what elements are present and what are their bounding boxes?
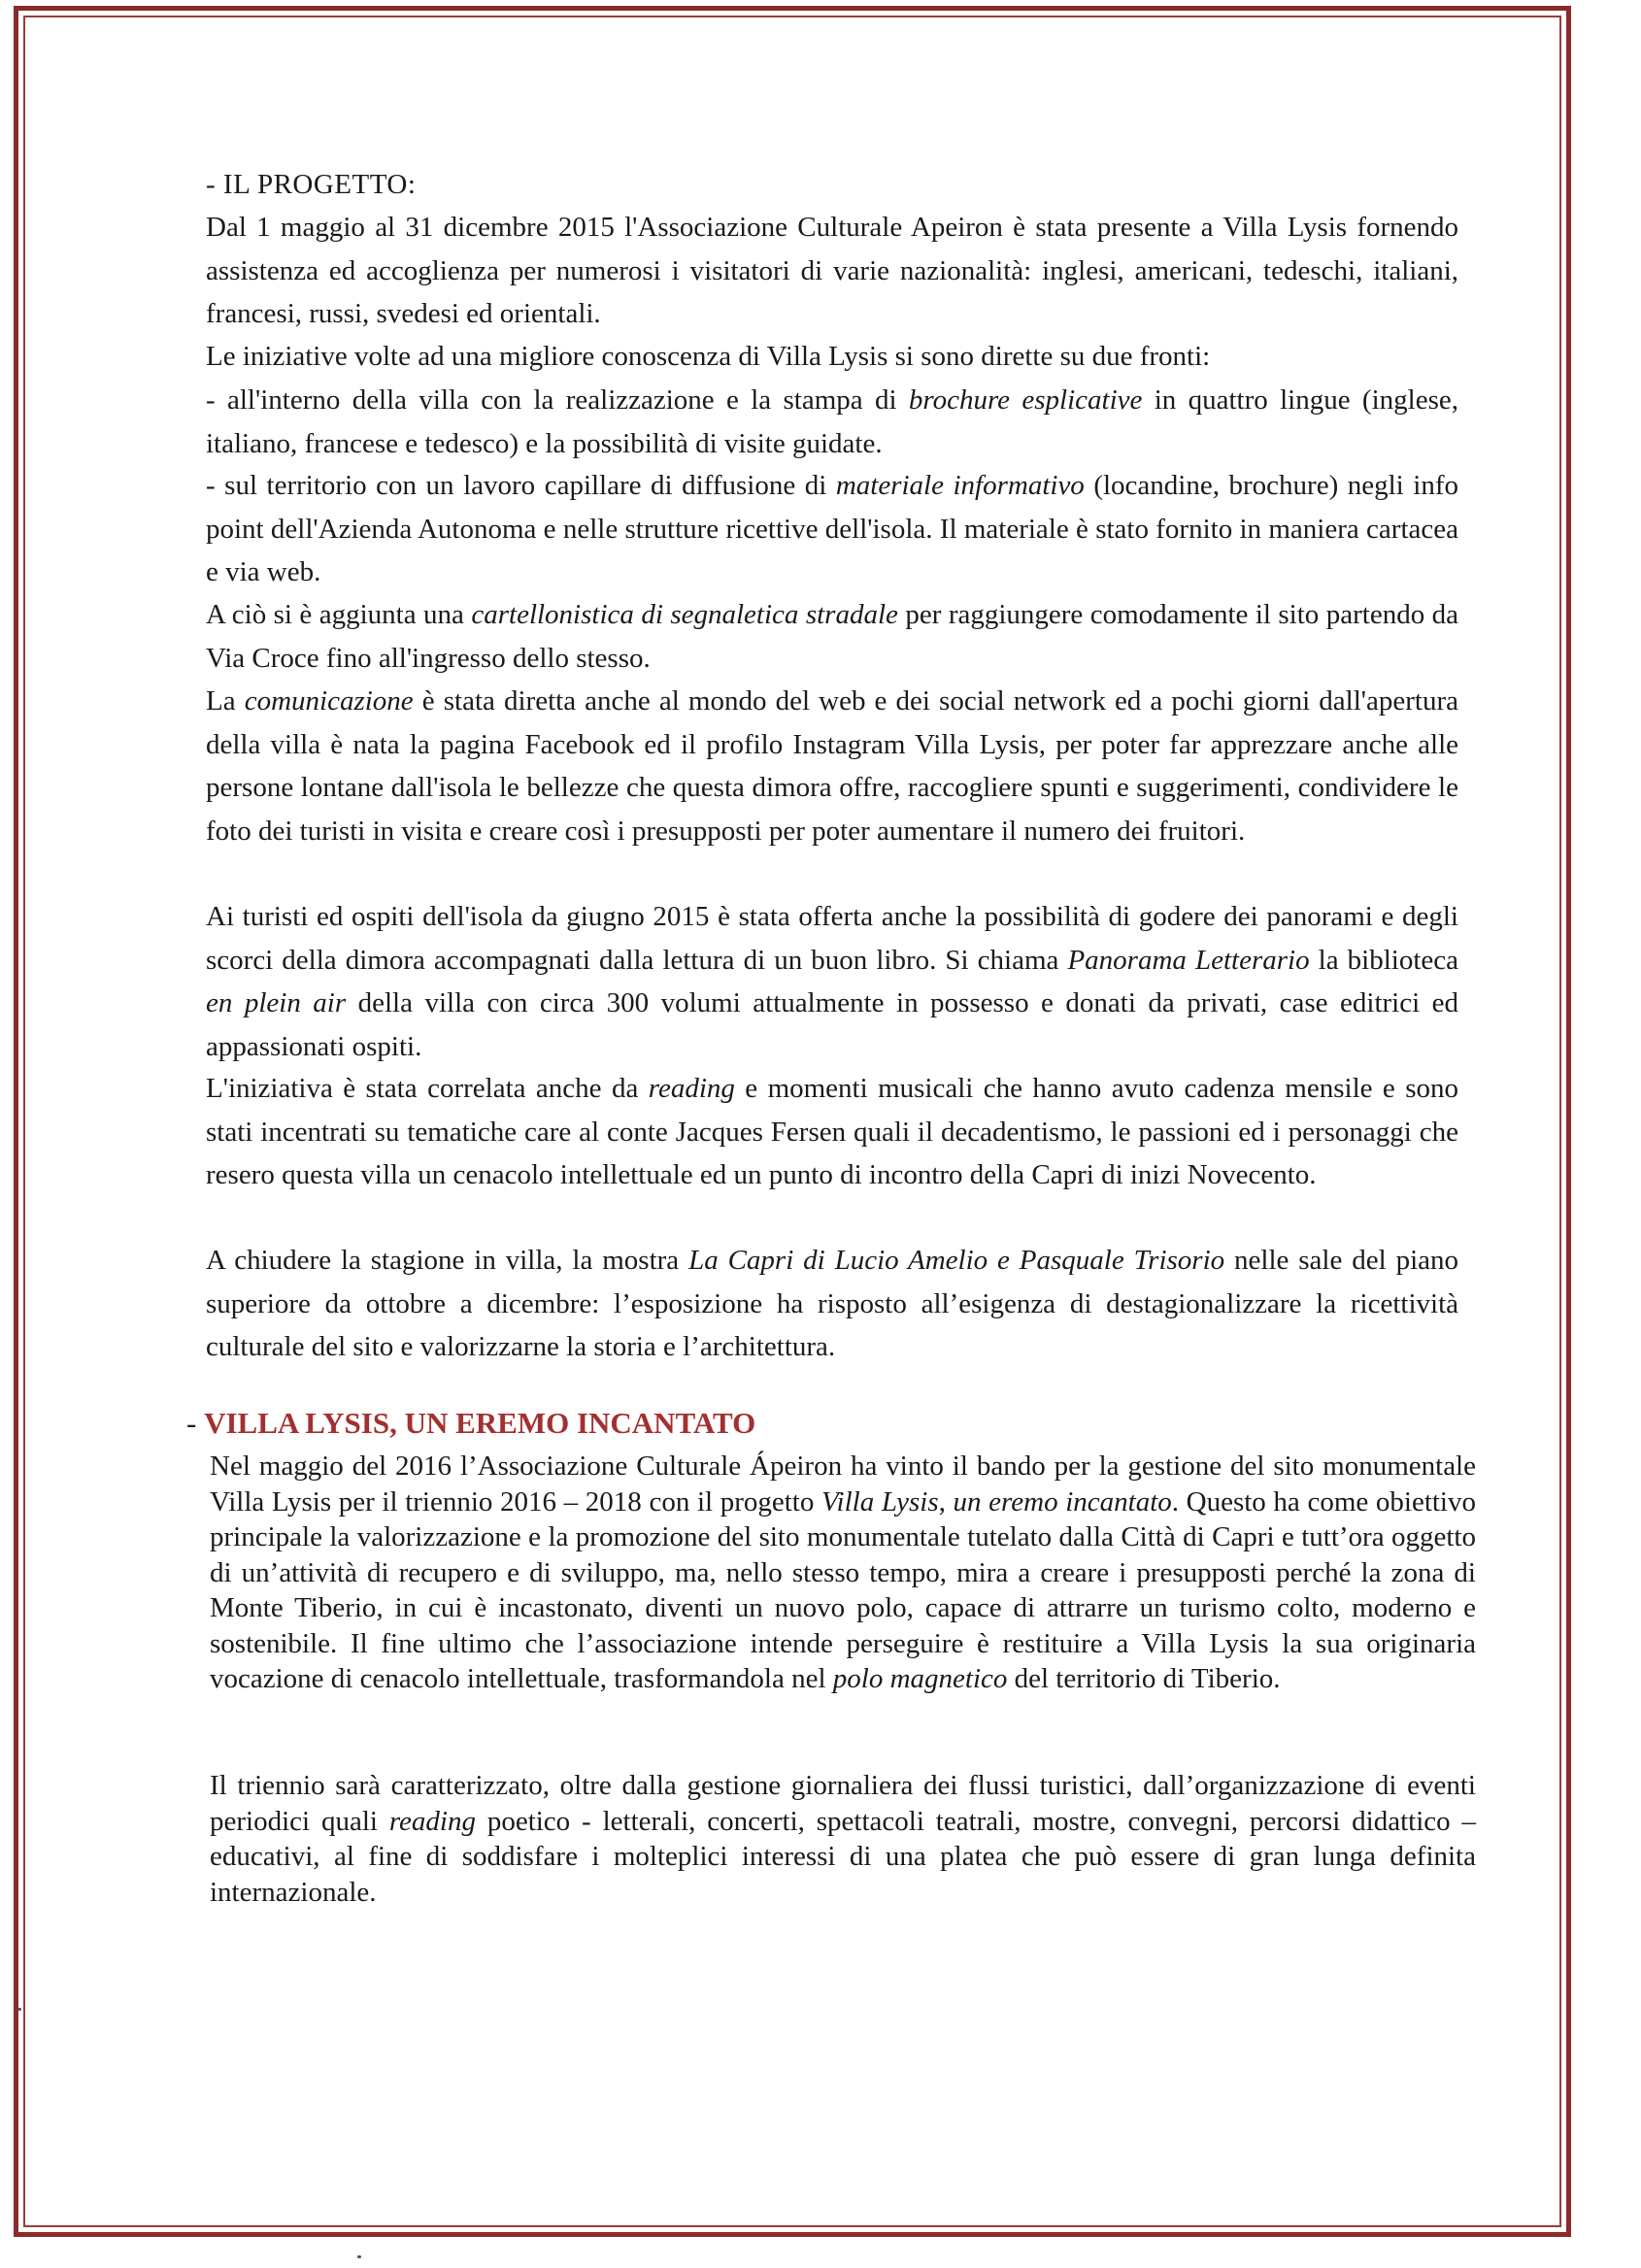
paragraph [206,335,1458,379]
scan-speck [17,2008,21,2011]
text-run: . Questo ha come obiettivo principale la valorizzazione e la promozione del sito monumentale tutelato dalla Città di Capri e tutt’ora oggetto di un’attività di recupero e di sviluppo, ma, nello stesso tempo, mira a creare i presupposti perché la zona di Monte Tiberio, in cui è incastonato, diventi un nuovo polo, capace di attrarre un turismo colto, moderno e sostenibile. Il fine ultimo che l’associazione intende perseguire è restituire a Villa Lysis la sua originaria vocazione di cenacolo intellettuale, trasformandola nel [210,1485,1476,1694]
text-run: nelle sale del piano superiore da ottobre a dicembre: l’esposizione ha risposto all’esigenza di destagionalizzare la ricettività culturale del sito e valorizzarne la storia e l’architettura. [206,1245,1458,1362]
italic-text: en plein air [206,987,347,1018]
paragraph [210,1449,1476,1697]
paragraph [206,1239,1458,1369]
text-run: del territorio di Tiberio. [1007,1663,1281,1694]
italic-text: La Capri di Lucio Amelio e Pasquale Trisorio [688,1245,1225,1276]
text-run: in quattro lingue (inglese, italiano, francese e tedesco) e la possibilità di visite guidate. [206,384,1458,459]
heading-title: VILLA LYSIS, UN EREMO INCANTATO [204,1406,756,1440]
paragraph [206,680,1458,852]
italic-text: reading [648,1073,735,1104]
text-run: per raggiungere comodamente il sito partendo da Via Croce fino all'ingresso dello stesso. [206,599,1458,674]
italic-text: cartellonistica di segnaletica stradale [471,599,898,630]
italic-text: Panorama Letterario [1067,944,1310,976]
italic-text: comunicazione [244,685,414,717]
text-run: Nel maggio del 2016 l’Associazione Culturale Ápeiron ha vinto il bando per la gestione del sito monumentale Villa Lysis per il triennio 2016 – 2018 con il progetto [210,1451,1476,1518]
text-run: A chiudere la stagione in villa, la mostra [206,1245,689,1276]
section-heading-progetto: - IL PROGETTO: [206,169,417,200]
text-run: la biblioteca [1309,944,1458,976]
text-run: Ai turisti ed ospiti dell'isola da giugno 2015 è stata offerta anche la possibilità di godere dei panorami e degli scorci della dimora accompagnati dalla lettura di un buon libro. Si chiama [206,901,1458,976]
text-run: poetico - letterali, concerti, spettacoli teatrali, mostre, convegni, percorsi didattico – educativi, al fine di soddisfare i molteplici interessi di una platea che può essere di gran lunga definita internazionale. [210,1805,1476,1908]
italic-text: materiale informativo [835,470,1085,501]
text-run: L'iniziativa è stata correlata anche da [206,1073,649,1104]
text-run: - sul territorio con un lavoro capillare di diffusione di [206,470,836,501]
italic-text: polo magnetico [832,1663,1008,1694]
paragraph [206,206,1458,336]
text-run: A ciò si è aggiunta una [206,599,472,630]
paragraph [206,379,1458,465]
italic-text: reading [388,1805,476,1837]
paragraph [206,895,1458,1068]
paragraph [206,464,1458,594]
text-run: Il triennio sarà caratterizzato, oltre dalla gestione giornaliera dei flussi turistici, dall’organizzazione di eventi periodici quali [210,1770,1476,1837]
scan-speck [357,2255,361,2258]
text-run: (locandine, brochure) negli info point dell'Azienda Autonoma e nelle strutture ricettive dell'isola. Il materiale è stato fornito in maniera cartacea e via web. [206,470,1458,587]
section-heading-villa-lysis [186,1402,755,1445]
paragraph [206,593,1458,680]
text-run: è stata diretta anche al mondo del web e dei social network ed a pochi giorni dall'apertura della villa è nata la pagina Facebook ed il profilo Instagram Villa Lysis, per poter far apprezzare anche alle persone lontane dall'isola le bellezze che questa dimora offre, raccogliere spunti e suggerimenti, condividere le foto dei turisti in visita e creare così i presupposti per poter aumentare il numero dei fruitori. [206,685,1459,847]
text-run: Dal 1 maggio al 31 dicembre 2015 l'Associazione Culturale Apeiron è stata presente a Villa Lysis fornendo assistenza ed accoglienza per numerosi i visitatori di varie nazionalità: inglesi, americani, tedeschi, italiani, francesi, russi, svedesi ed orientali. [206,212,1458,329]
text-run: La [206,685,245,717]
text-run: - all'interno della villa con la realizzazione e la stampa di [206,384,909,416]
text-run: e momenti musicali che hanno avuto cadenza mensile e sono stati incentrati su tematiche care al conte Jacques Fersen quali il decadentismo, le passioni ed i personaggi che resero questa villa un cenacolo intellettuale ed un punto di incontro della Capri di inizi Novecento. [206,1073,1458,1190]
text-run: della villa con circa 300 volumi attualmente in possesso e donati da privati, case editrici ed appassionati ospiti. [206,987,1458,1062]
italic-text: Villa Lysis, un eremo incantato [821,1485,1172,1518]
paragraph [206,1067,1458,1197]
heading-dash: - [186,1406,205,1440]
paragraph [210,1768,1476,1910]
italic-text: brochure esplicative [908,384,1143,416]
text-run: Le iniziative volte ad una migliore conoscenza di Villa Lysis si sono dirette su due fronti: [206,341,1211,372]
